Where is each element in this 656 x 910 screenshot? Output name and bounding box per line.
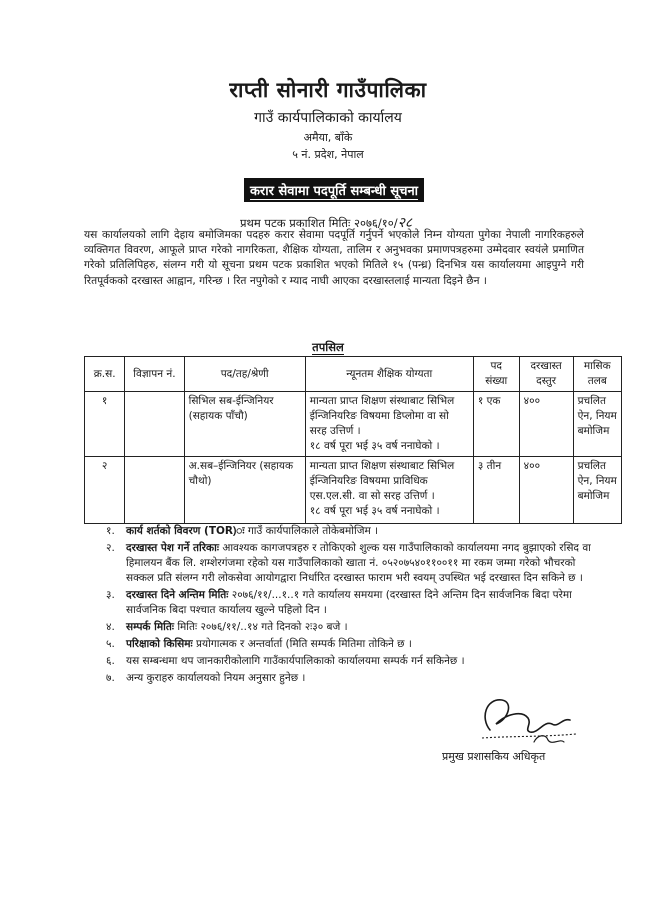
table-header-row bbox=[85, 357, 622, 392]
term-text: आवश्यक कागजपत्रहरु र तोकिएको शुल्क यस गाउँपालिकाको कार्यालयमा नगद बुझाएको रसिद वा हिमालयन बैंक लि. शम्शेरगंजमा रहेको यस गाउँपालिकाको खाता नं. ०५२०७५४०११००११ मा रकम जम्मा गरेको भौचरको सक्कल प्रति संलग्न गरी लोकसेवा आयोगद्वारा निर्धारित दरखास्त फाराम भरी स्वयम् उपस्थित भई दरखास्त दिन सकिने छ । bbox=[126, 541, 591, 585]
list-item bbox=[106, 654, 596, 669]
col-application-fee: दरखास्त दस्तुर bbox=[519, 357, 573, 392]
col-qualification: न्यूनतम शैक्षिक योग्यता bbox=[305, 357, 473, 392]
cell-serial: २ bbox=[85, 457, 125, 524]
term-text: २०७६/११/...१..१ गते कार्यालय समयमा (दरखास्त दिने अन्तिम दिन सार्वजनिक बिदा परेमा सार्वजनिक बिदा पश्चात कार्यालय खुल्ने पहिलो दिन । bbox=[126, 589, 572, 617]
col-advertisement-no: विज्ञापन नं. bbox=[125, 357, 184, 392]
cell-serial: १ bbox=[85, 392, 125, 457]
address-line-1: अमैया, बाँके bbox=[303, 131, 353, 144]
cell-advertisement-no bbox=[125, 457, 184, 524]
term-text: यस सम्बन्धमा थप जानकारीकोलागि गाउँकार्यपालिकाको कार्यालयमा सम्पर्क गर्न सकिनेछ । bbox=[126, 654, 465, 667]
term-label: दरखास्त दिने अन्तिम मितिः bbox=[126, 589, 229, 602]
qualification-age: १८ वर्ष पूरा भई ३५ वर्ष ननाघेको । bbox=[309, 505, 440, 517]
list-item bbox=[106, 524, 596, 539]
signature-stroke bbox=[485, 700, 570, 732]
qualification-education: मान्यता प्राप्त शिक्षण संस्थाबाट सिभिल ईन्जिनियरिङ विषयमा डिप्लोमा वा सो सरह उत्तिर्ण । bbox=[309, 395, 455, 437]
table-heading bbox=[0, 340, 656, 355]
office-name: गाउँ कार्यपालिकाको कार्यालय bbox=[254, 110, 402, 126]
list-item bbox=[106, 637, 596, 652]
signatory-title: प्रमुख प्रशासकिय अधिकृत bbox=[442, 750, 546, 763]
cell-qualification bbox=[305, 392, 473, 457]
term-text: प्रयोगात्मक र अन्तर्वार्ता (मिति सम्पर्क मितिमा तोकिने छ । bbox=[196, 638, 412, 651]
term-label: परिक्षाको किसिमः bbox=[126, 638, 193, 651]
col-monthly-salary: मासिक तलब bbox=[573, 357, 621, 392]
cell-post: सिभिल सब-ईन्जिनियर (सहायक पाँचौ) bbox=[184, 392, 305, 457]
signature-stroke-3 bbox=[534, 736, 564, 743]
list-item bbox=[106, 620, 596, 635]
col-post-count: पद संख्या bbox=[473, 357, 519, 392]
signature-scribble bbox=[472, 690, 582, 750]
term-number: १. bbox=[106, 525, 115, 537]
cell-post-count: १ एक bbox=[473, 392, 519, 457]
publication-date-label: प्रथम पटक प्रकाशित मितिः bbox=[240, 216, 351, 230]
posts-table bbox=[84, 356, 622, 524]
cell-post-count: ३ तीन bbox=[473, 457, 519, 524]
table-heading-text: तपसिल bbox=[312, 340, 344, 354]
intro-paragraph: यस कार्यालयको लागि देहाय बमोजिमका पदहरु करार सेवामा पदपूर्ति गर्नुपर्ने भएकोले निम्न योग्यता पुगेका नेपाली नागरिकहरुले व्यक्तिगत विवरण, आफूले प्राप्त गरेको नागरिकता, शैक्षिक योग्यता, तालिम र अनुभवका प्रमाणपत्रहरुमा उम्मेदवार स्वयंले प्रमाणित गरेको प्रतिलिपिहरु, संलग्न गरी यो सूचना प्रथम पटक प्रकाशित भएको मितिले १५ (पन्ध्र) दिनभित्र यस कार्यालयमा आइपुग्ने गरी रितपूर्वकको दरखास्त आह्वान, गरिन्छ । रित नपुगेको र म्याद नाघी आएका दरखास्तलाई मान्यता दिइने छैन । bbox=[84, 229, 584, 287]
address-line-2: ५ नं. प्रदेश, नेपाल bbox=[292, 148, 364, 161]
term-number: ३. bbox=[106, 589, 115, 602]
cell-post: अ.सब–ईन्जिनियर (सहायक चौथो) bbox=[184, 457, 305, 524]
term-label: कार्य शर्तको विवरण (TOR)ः bbox=[126, 525, 245, 537]
term-number: ६. bbox=[106, 654, 115, 667]
cell-monthly-salary: प्रचलित ऐन, नियम बमोजिम bbox=[573, 457, 621, 524]
publication-date-value: २०७६/१०/ bbox=[353, 216, 398, 230]
cell-application-fee: ४०० bbox=[519, 457, 573, 524]
term-number: ७. bbox=[106, 671, 115, 684]
table-row bbox=[85, 392, 622, 457]
col-post: पद/तह/श्रेणी bbox=[184, 357, 305, 392]
term-text: गाउँ कार्यपालिकाले तोकेबमोजिम । bbox=[247, 525, 379, 537]
term-text: मितिः २०७६/११/..१४ गते दिनको २ः३० बजे । bbox=[177, 621, 348, 634]
term-number: २. bbox=[106, 541, 115, 554]
cell-qualification bbox=[305, 457, 473, 524]
col-serial: क्र.स. bbox=[85, 357, 125, 392]
list-item bbox=[106, 541, 596, 587]
term-number: ५. bbox=[106, 638, 115, 651]
term-number: ४. bbox=[106, 621, 115, 634]
signature-stroke-2 bbox=[482, 734, 576, 738]
table-row bbox=[85, 457, 622, 524]
list-item bbox=[106, 588, 596, 619]
terms-list bbox=[106, 524, 596, 687]
qualification-age: १८ वर्ष पूरा भई ३५ वर्ष ननाघेको । bbox=[309, 440, 440, 452]
qualification-education: मान्यता प्राप्त शिक्षण संस्थाबाट सिभिल ईन्जिनियरिङ विषयमा प्राविधिक एस.एल.सी. वा सो सरह उत्तिर्ण । bbox=[309, 460, 455, 502]
publication-date-handwritten: २८ bbox=[397, 215, 413, 231]
org-name: राप्ती सोनारी गाउँपालिका bbox=[229, 78, 427, 102]
notice-title-text: करार सेवामा पदपूर्ति सम्बन्धी सूचना bbox=[249, 184, 419, 199]
term-label: सम्पर्क मितिः bbox=[126, 621, 174, 634]
cell-application-fee: ४०० bbox=[519, 392, 573, 457]
cell-advertisement-no bbox=[125, 392, 184, 457]
notice-title bbox=[244, 178, 424, 202]
term-text: अन्य कुराहरु कार्यालयको नियम अनुसार हुनेछ । bbox=[126, 671, 306, 684]
term-label: दरखास्त पेश गर्ने तरिकाः bbox=[126, 541, 219, 554]
list-item bbox=[106, 671, 596, 686]
cell-monthly-salary: प्रचलित ऐन, नियम बमोजिम bbox=[573, 392, 621, 457]
